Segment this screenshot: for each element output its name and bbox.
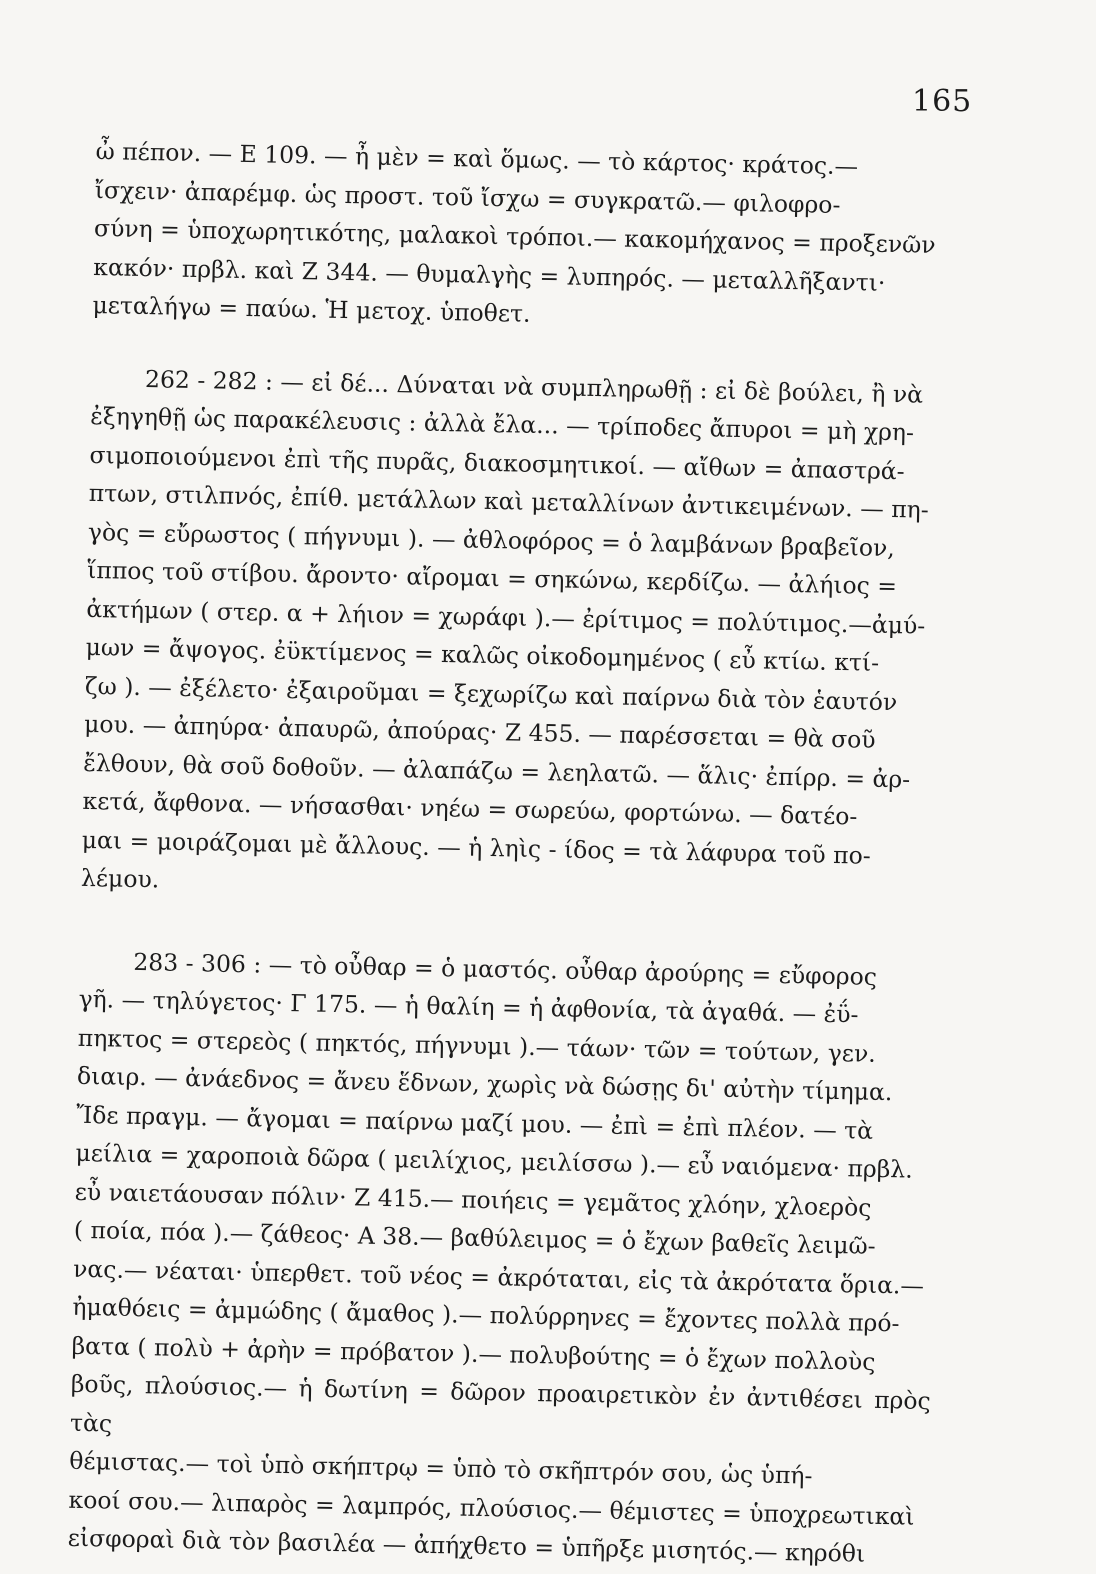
text-line: ἔλθουν, θὰ σοῦ δοθοῦν. — ἀλαπάζω = λεηλατῶ. — ἅλις· ἐπίρρ. = ἀρ-	[83, 748, 911, 793]
text-line: πηκτος = στερεὸς ( πηκτός, πήγνυμι ).— τάων· τῶν = τούτων, γεν.	[77, 1023, 877, 1068]
text-line: κακόν· πρβλ. καὶ Ζ 344. — θυμαλγὴς = λυπηρός. — μεταλλῆξαντι·	[93, 252, 886, 297]
text-line: γὸς = εὔρωστος ( πήγνυμι ). — ἀθλοφόρος = ὁ λαμβάνων βραβεῖον,	[87, 517, 896, 562]
text-line: νας.— νέαται· ὑπερθετ. τοῦ νέος = ἀκρόταται, εἰς τὰ ἀκρότατα ὅρια.—	[72, 1254, 925, 1300]
text-line: σιμοποιούμενοι ἐπὶ τῆς πυρᾶς, διακοσμητικοί. — αἴθων = ἀπαστρά-	[89, 440, 905, 485]
text-line: εἰσφοραὶ διὰ τὸν βασιλέα — ἀπήχθετο = ὑπῆρξε μισητός.— κηρόθι	[67, 1523, 866, 1568]
text-line: ζω ). — ἐξέλετο· ἐξαιροῦμαι = ξεχωρίζω καὶ παίρνω διὰ τὸν ἑαυτόν	[84, 671, 898, 716]
page-text	[67, 132, 955, 1574]
text-line: ἐξηγηθῇ ὡς παρακέλευσις : ἀλλὰ ἔλα... — τρίποδες ἄπυροι = μὴ χρη-	[90, 401, 915, 447]
text-line: 262 - 282 : — εἰ δέ... Δύναται νὰ συμπληρωθῇ : εἰ δὲ βούλει, ἢ νὰ	[144, 364, 924, 409]
text-line: μου. — ἀπηύρα· ἀπαυρῶ, ἀπούρας· Ζ 455. — παρέσσεται = θὰ σοῦ	[83, 709, 876, 754]
paragraph-2	[81, 358, 952, 914]
text-line: ἠμαθόεις = ἀμμώδης ( ἄμαθος ).— πολύρρηνες = ἔχοντες πολλὰ πρό-	[72, 1292, 900, 1338]
text-line: κετά, ἄφθονα. — νήσασθαι· νηέω = σωρεύω, φορτώνω. — δατέο-	[82, 786, 858, 831]
text-line: κοοί σου.— λιπαρὸς = λαμπρός, πλούσιος.— θέμιστες = ὑποχρεωτικαὶ	[68, 1485, 915, 1531]
text-line: ἴσχειν· ἀπαρέμφ. ὡς προστ. τοῦ ἴσχω = συγκρατῶ.— φιλοφρο-	[94, 175, 841, 219]
text-line: εὖ ναιετάουσαν πόλιν· Ζ 415.— ποιήεις = γεμᾶτος χλόην, χλοερὸς	[74, 1177, 872, 1222]
text-line: βατα ( πολὺ + ἀρὴν = πρόβατον ).— πολυβούτης = ὁ ἔχων πολλοὺς	[71, 1331, 876, 1376]
text-line: ( ποία, πόα ).— ζάθεος· Α 38.— βαθύλειμος = ὁ ἔχων βαθεῖς λειμῶ-	[73, 1215, 876, 1260]
paragraph-1	[92, 132, 956, 342]
text-line: μων = ἄψογος. ἐϋκτίμενος = καλῶς οἰκοδομημένος ( εὖ κτίω. κτί-	[85, 632, 880, 677]
text-line: Ἴδε πραγμ. — ἄγομαι = παίρνω μαζί μου. — ἐπὶ = ἐπὶ πλέον. — τὰ	[76, 1100, 874, 1145]
text-line: μείλια = χαροποιὰ δῶρα ( μειλίχιος, μειλίσσω ).— εὖ ναιόμενα· πρβλ.	[75, 1138, 913, 1184]
text-line: μαι = μοιράζομαι μὲ ἄλλους. — ἡ ληὶς - ίδος = τὰ λάφυρα τοῦ πο-	[81, 825, 871, 870]
text-line: μεταλήγω = παύω. Ἡ μετοχ. ὑποθετ.	[92, 290, 531, 328]
text-line: θέμιστας.— τοὶ ὑπὸ σκήπτρῳ = ὑπὸ τὸ σκῆπτρόν σου, ὡς ὑπή-	[69, 1446, 813, 1490]
text-line: γῆ. — τηλύγετος· Γ 175. — ἡ θαλίη = ἡ ἀφθονία, τὰ ἀγαθά. — ἐΰ-	[78, 984, 859, 1029]
text-line: 283 - 306 : — τὸ οὖθαρ = ὁ μαστός. οὖθαρ ἀρούρης = εὔφορος	[133, 947, 878, 991]
text-line: ἀκτήμων ( στερ. α + λήιον = χωράφι ).— ἐρίτιμος = πολύτιμος.—ἀμύ-	[86, 594, 926, 640]
paragraph-3	[67, 941, 939, 1574]
text-line: διαιρ. — ἀνάεδνος = ἄνευ ἕδνων, χωρὶς νὰ δώσῃς δι' αὐτὴν τίμημα.	[76, 1061, 893, 1107]
text-line: ὦ πέπον. — Ε 109. — ἦ μὲν = καὶ ὅμως. — τὸ κάρτος· κράτος.—	[95, 136, 859, 181]
text-line: βοῦς, πλούσιος.— ἡ δωτίνη = δῶρον προαιρετικὸν ἐν ἀντιθέσει πρὸς τὰς	[69, 1369, 939, 1438]
page-number: 165	[912, 84, 973, 119]
text-line: σύνη = ὑποχωρητικότης, μαλακοὶ τρόποι.— κακομήχανος = προξενῶν	[93, 213, 936, 259]
text-line: ἵππος τοῦ στίβου. ἄροντο· αἴρομαι = σηκώνω, κερδίζω. — ἀλήιος =	[86, 555, 898, 601]
text-line: λέμου.	[80, 863, 160, 894]
text-line: πτων, στιλπνός, ἐπίθ. μετάλλων καὶ μεταλλίνων ἀντικειμένων. — πη-	[88, 478, 929, 524]
